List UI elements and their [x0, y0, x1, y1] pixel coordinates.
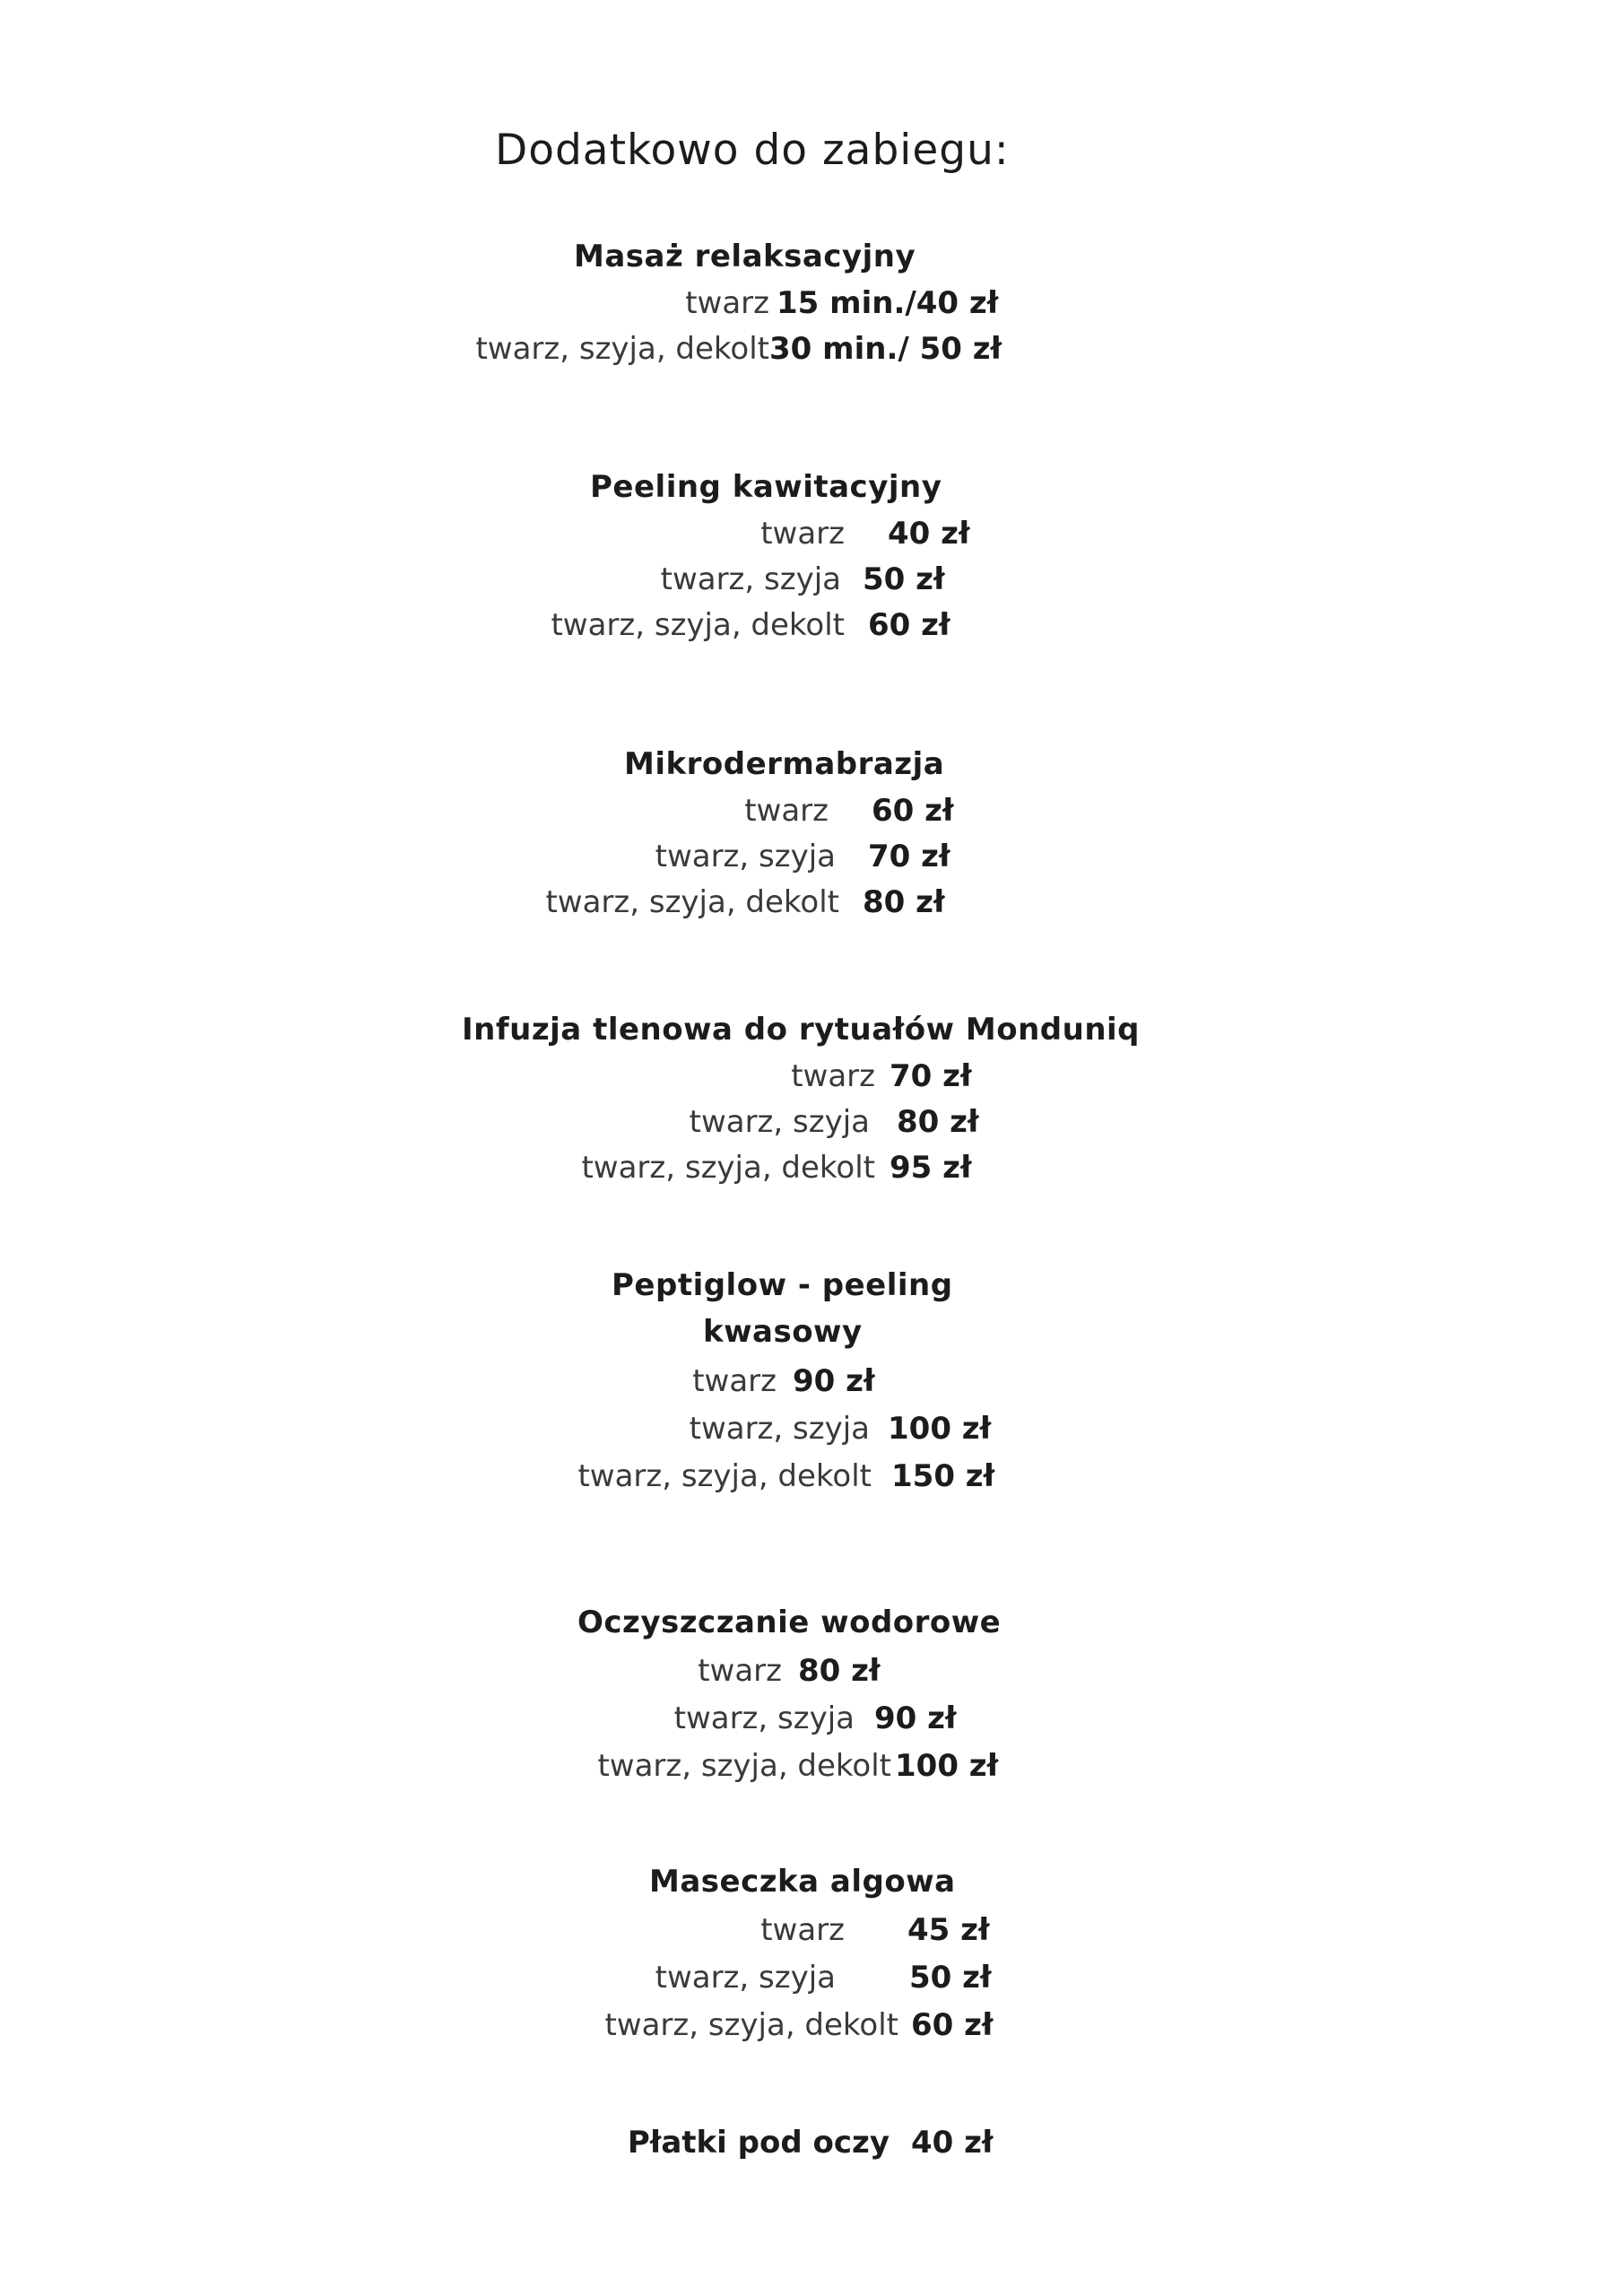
section-title-mikrodermabrazja: Mikrodermabrazja	[624, 746, 945, 782]
row-label: twarz	[744, 793, 829, 829]
row-label: twarz, szyja	[655, 839, 836, 874]
section-title-peptiglow-line2: kwasowy	[703, 1314, 863, 1350]
row-price: 100 zł	[895, 1748, 999, 1784]
row-label: twarz, szyja	[655, 1960, 836, 1996]
row-label: twarz	[760, 516, 845, 552]
row-price: 90 zł	[793, 1363, 875, 1399]
row-label: twarz, szyja	[660, 561, 841, 597]
row-price: 80 zł	[798, 1653, 881, 1689]
row-price: 50 zł	[863, 561, 945, 597]
row-price: 70 zł	[868, 839, 950, 874]
row-price: 40 zł	[911, 2125, 994, 2161]
row-price: 80 zł	[897, 1104, 979, 1140]
row-price: 50 zł	[909, 1960, 992, 1996]
row-price: 15 min./40 zł	[777, 285, 999, 321]
row-label: twarz, szyja	[689, 1104, 870, 1140]
section-title-platki: Płatki pod oczy	[627, 2125, 890, 2161]
row-label: twarz, szyja	[673, 1700, 855, 1736]
section-title-masaz: Masaż relaksacyjny	[574, 239, 916, 274]
row-label: twarz	[760, 1912, 845, 1948]
row-price: 45 zł	[907, 1912, 990, 1948]
row-price: 100 zł	[888, 1411, 992, 1447]
row-label: twarz, szyja, dekolt	[545, 884, 839, 920]
row-price: 60 zł	[868, 607, 950, 643]
row-price: 30 min./ 50 zł	[769, 331, 1002, 367]
row-label: twarz	[698, 1653, 782, 1689]
row-price: 80 zł	[863, 884, 945, 920]
row-label: twarz	[685, 285, 769, 321]
row-label: twarz, szyja, dekolt	[604, 2007, 898, 2043]
row-label: twarz, szyja, dekolt	[475, 331, 769, 367]
row-label: twarz, szyja, dekolt	[577, 1458, 872, 1494]
row-price: 60 zł	[911, 2007, 994, 2043]
row-label: twarz, szyja, dekolt	[581, 1150, 875, 1186]
page-title: Dodatkowo do zabiegu:	[495, 126, 1010, 175]
section-title-maseczka: Maseczka algowa	[649, 1864, 956, 1900]
row-label: twarz, szyja, dekolt	[597, 1748, 891, 1784]
row-price: 40 zł	[888, 516, 970, 552]
row-price: 150 zł	[891, 1458, 995, 1494]
row-label: twarz, szyja	[689, 1411, 870, 1447]
section-title-peeling: Peeling kawitacyjny	[590, 469, 942, 505]
row-label: twarz	[791, 1058, 875, 1094]
section-title-infuzja: Infuzja tlenowa do rytuałów Monduniq	[462, 1012, 1141, 1048]
row-price: 60 zł	[872, 793, 954, 829]
row-label: twarz, szyja, dekolt	[551, 607, 845, 643]
row-price: 90 zł	[874, 1700, 957, 1736]
section-title-oczyszczanie: Oczyszczanie wodorowe	[577, 1605, 1002, 1640]
section-title-peptiglow: Peptiglow - peeling	[612, 1267, 953, 1303]
row-label: twarz	[692, 1363, 777, 1399]
row-price: 95 zł	[890, 1150, 972, 1186]
row-price: 70 zł	[890, 1058, 972, 1094]
